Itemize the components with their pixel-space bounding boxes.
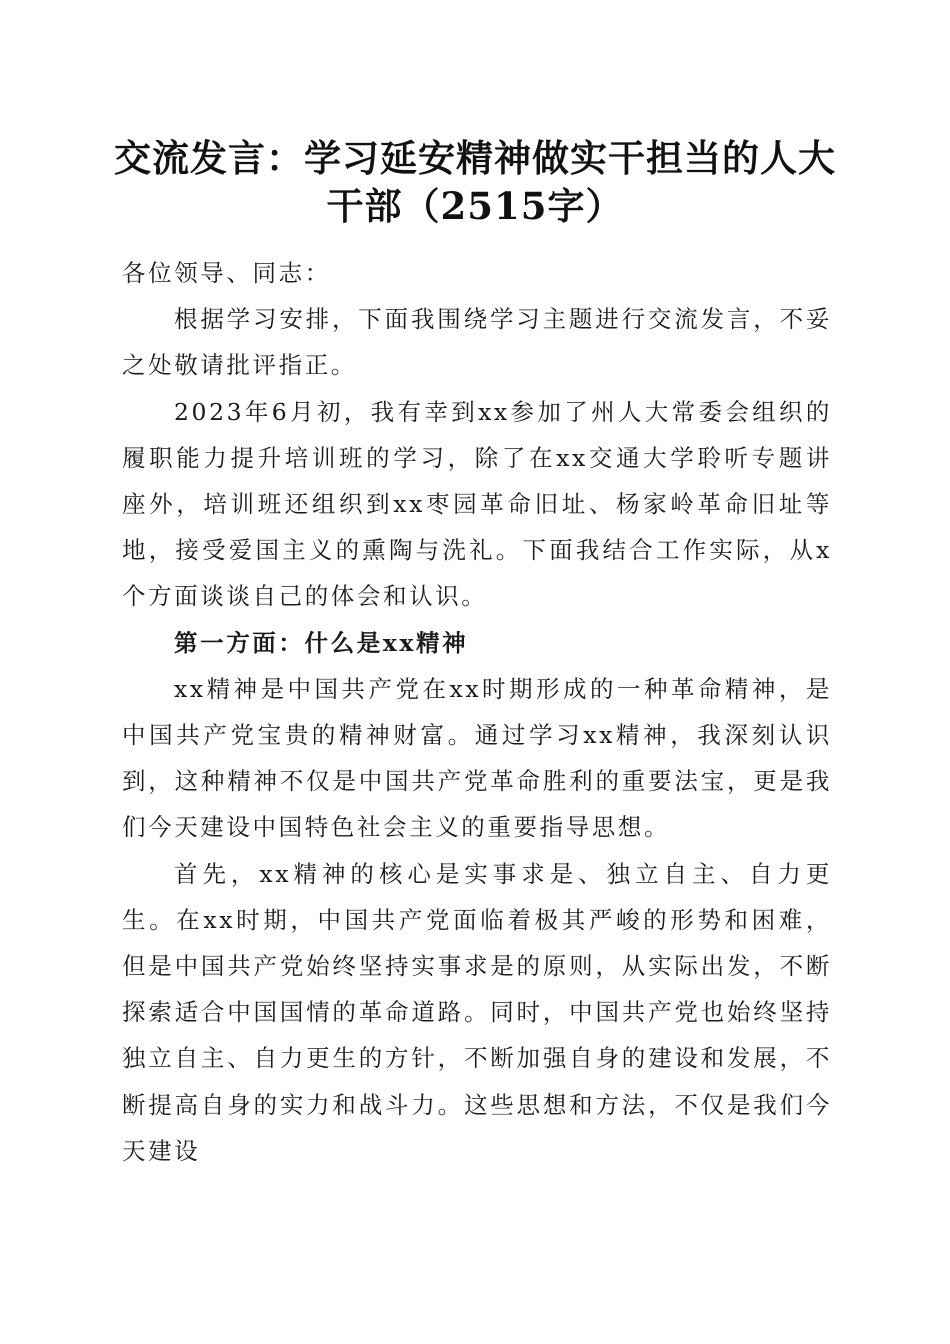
document-body <box>122 250 832 1174</box>
section-heading: 第一方面：什么是xx精神 <box>174 628 469 657</box>
document-title: 交流发言：学习延安精神做实干担当的人大干部（2515字） <box>114 136 836 228</box>
salutation: 各位领导、同志： <box>122 259 331 287</box>
paragraph-opening: 根据学习安排，下面我围绕学习主题进行交流发言，不妥之处敬请批评指正。 <box>122 305 832 380</box>
paragraph-spirit: xx精神是中国共产党在xx时期形成的一种革命精神，是中国共产党宝贵的精神财富。通过学习xx精神，我深刻认识到，这种精神不仅是中国共产党革命胜利的重要法宝，更是我们今天建设中国特色社会主义的重要指导思想。 <box>122 674 832 842</box>
paragraph-training: 2023年6月初，我有幸到xx参加了州人大常委会组织的履职能力提升培训班的学习，除了在xx交通大学聆听专题讲座外，培训班还组织到xx枣园革命旧址、杨家岭革命旧址等地，接受爱国主义的熏陶与洗礼。下面我结合工作实际，从x个方面谈谈自己的体会和认识。 <box>122 397 832 611</box>
paragraph-core: 首先，xx精神的核心是实事求是、独立自主、自力更生。在xx时期，中国共产党面临着极其严峻的形势和困难，但是中国共产党始终坚持实事求是的原则，从实际出发，不断探索适合中国国情的革命道路。同时，中国共产党也始终坚持独立自主、自力更生的方针，不断加强自身的建设和发展，不断提高自身的实力和战斗力。这些思想和方法，不仅是我们今天建设 <box>122 859 832 1165</box>
